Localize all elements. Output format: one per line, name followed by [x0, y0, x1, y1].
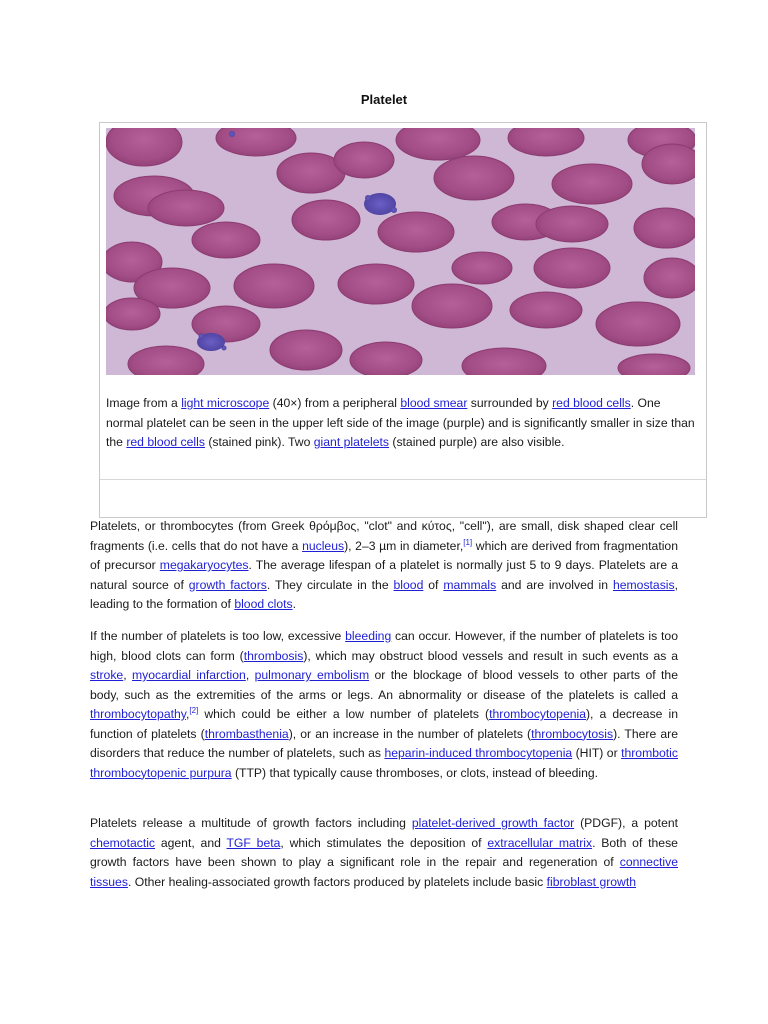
- paragraph-text: which could be either a low number of platelets (: [198, 707, 490, 721]
- link-nucleus[interactable]: nucleus: [302, 538, 345, 553]
- link-myocardial-infarction[interactable]: myocardial infarction: [132, 668, 246, 682]
- paragraph-text: of: [423, 577, 444, 592]
- link-blood-clots[interactable]: blood clots: [234, 597, 293, 611]
- link-red-blood-cells-2[interactable]: red blood cells: [126, 435, 205, 449]
- paragraph-text: ), which may obstruct blood vessels and result in such events as a: [303, 648, 678, 663]
- link-thrombocytosis[interactable]: thrombocytosis: [531, 726, 614, 741]
- paragraph-text: ), or an increase in the number of platelets (: [288, 726, 532, 741]
- link-blood[interactable]: blood: [393, 577, 424, 592]
- link-stroke[interactable]: stroke: [90, 668, 124, 682]
- reference-link-1[interactable]: [1]: [463, 537, 473, 547]
- link-heparin-induced-thrombocytopenia[interactable]: heparin-induced thrombocytopenia: [384, 746, 573, 760]
- paragraph-text: , which stimulates the deposition of: [280, 835, 488, 850]
- link-bleeding[interactable]: bleeding: [345, 629, 392, 643]
- caption-text: . One normal platelet can be seen in the upper left side of the image (purple) and is significantly smaller in size than the: [106, 396, 695, 449]
- paragraph-text: (HIT) or: [572, 746, 622, 760]
- paragraph-text: , leading to the formation of: [90, 577, 678, 611]
- paragraph-text: If the number of platelets is too low, excessive: [90, 629, 346, 643]
- paragraph-text: . The average lifespan of a platelet is normally just 5 to 9 days. Platelets are a natural source of: [90, 558, 678, 592]
- paragraph-text: ,: [245, 668, 255, 682]
- paragraph-text: .: [292, 597, 296, 611]
- link-hemostasis[interactable]: hemostasis: [612, 577, 675, 592]
- link-thrombasthenia[interactable]: thrombasthenia: [204, 726, 289, 741]
- paragraph-text: ,: [185, 707, 190, 721]
- paragraph-intro: [90, 517, 678, 615]
- caption-text: (40×) from a peripheral: [269, 396, 401, 410]
- micrograph-svg: [106, 128, 695, 375]
- page-title: Platelet: [360, 92, 408, 107]
- paragraph-text: ). There are disorders that reduce the number of platelets, such as: [90, 726, 679, 760]
- caption-text: (stained purple) are also visible.: [389, 435, 565, 449]
- reference-link-2[interactable]: [2]: [189, 705, 199, 715]
- blood-smear-image: [106, 128, 695, 375]
- paragraph-text: Platelets, or thrombocytes (from Greek θρόμβος, "clot" and κύτος, "cell"), are small, disk shaped clear cell fragments (i.e. cells that do not have a: [90, 519, 678, 553]
- link-light-microscope[interactable]: light microscope: [181, 396, 270, 410]
- paragraph-text: Platelets release a multitude of growth factors including: [90, 816, 412, 830]
- caption-text: surrounded by: [467, 396, 553, 410]
- paragraph-text: can occur. However, if the number of platelets is too high, blood clots can form (: [90, 629, 678, 663]
- caption-text: Image from a: [106, 396, 182, 410]
- paragraph-text: (TTP) that typically cause thromboses, or clots, instead of bleeding.: [231, 765, 599, 780]
- link-mammals[interactable]: mammals: [443, 577, 497, 592]
- paragraph-text: . Other healing-associated growth factors produced by platelets include basic: [127, 874, 547, 889]
- link-growth-factors[interactable]: growth factors: [188, 577, 267, 592]
- link-thrombosis[interactable]: thrombosis: [243, 648, 304, 663]
- link-extracellular-matrix[interactable]: extracellular matrix: [487, 835, 593, 850]
- paragraph-text: and are involved in: [496, 577, 613, 592]
- link-megakaryocytes[interactable]: megakaryocytes: [159, 558, 249, 572]
- paragraph-text: (PDGF), a potent: [574, 816, 679, 830]
- link-tgf-beta[interactable]: TGF beta: [226, 835, 281, 850]
- link-red-blood-cells[interactable]: red blood cells: [552, 396, 631, 410]
- paragraph-text: . They circulate in the: [266, 577, 394, 592]
- paragraph-text: agent, and: [155, 835, 227, 850]
- paragraph-disorders: [90, 627, 678, 783]
- paragraph-growth-factors: [90, 814, 678, 892]
- figure-caption: [106, 394, 698, 453]
- link-pulmonary-embolism[interactable]: pulmonary embolism: [254, 668, 370, 682]
- link-thrombocytopenia[interactable]: thrombocytopenia: [489, 707, 586, 721]
- link-chemotactic[interactable]: chemotactic: [90, 835, 156, 850]
- link-blood-smear[interactable]: blood smear: [400, 396, 468, 410]
- link-thrombocytopathy[interactable]: thrombocytopathy: [90, 707, 186, 721]
- paragraph-text: . Both of these growth factors have been shown to play a significant role in the repair and regeneration of: [90, 835, 678, 869]
- link-thrombotic-thrombocytopenic-purpura[interactable]: thrombotic thrombocytopenic purpura: [90, 746, 678, 780]
- link-giant-platelets[interactable]: giant platelets: [313, 435, 389, 449]
- reference-2: [189, 706, 198, 715]
- reference-1: [463, 537, 472, 546]
- paragraph-text: or the blockage of blood vessels to other parts of the body, such as the extremities of the arms or legs. An abnormality or disease of the platelets is called a: [90, 668, 678, 702]
- caption-text: (stained pink). Two: [204, 435, 314, 449]
- paragraph-text: which are derived from fragmentation of precursor: [90, 538, 678, 572]
- paragraph-text: ), 2–3 µm in diameter,: [344, 538, 464, 553]
- paragraph-text: ), a decrease in function of platelets (: [90, 707, 678, 741]
- paragraph-text: ,: [123, 668, 133, 682]
- link-connective-tissues[interactable]: connective tissues: [90, 855, 678, 889]
- link-fibroblast-growth[interactable]: fibroblast growth: [546, 874, 637, 889]
- link-platelet-derived-growth-factor[interactable]: platelet-derived growth factor: [411, 816, 575, 830]
